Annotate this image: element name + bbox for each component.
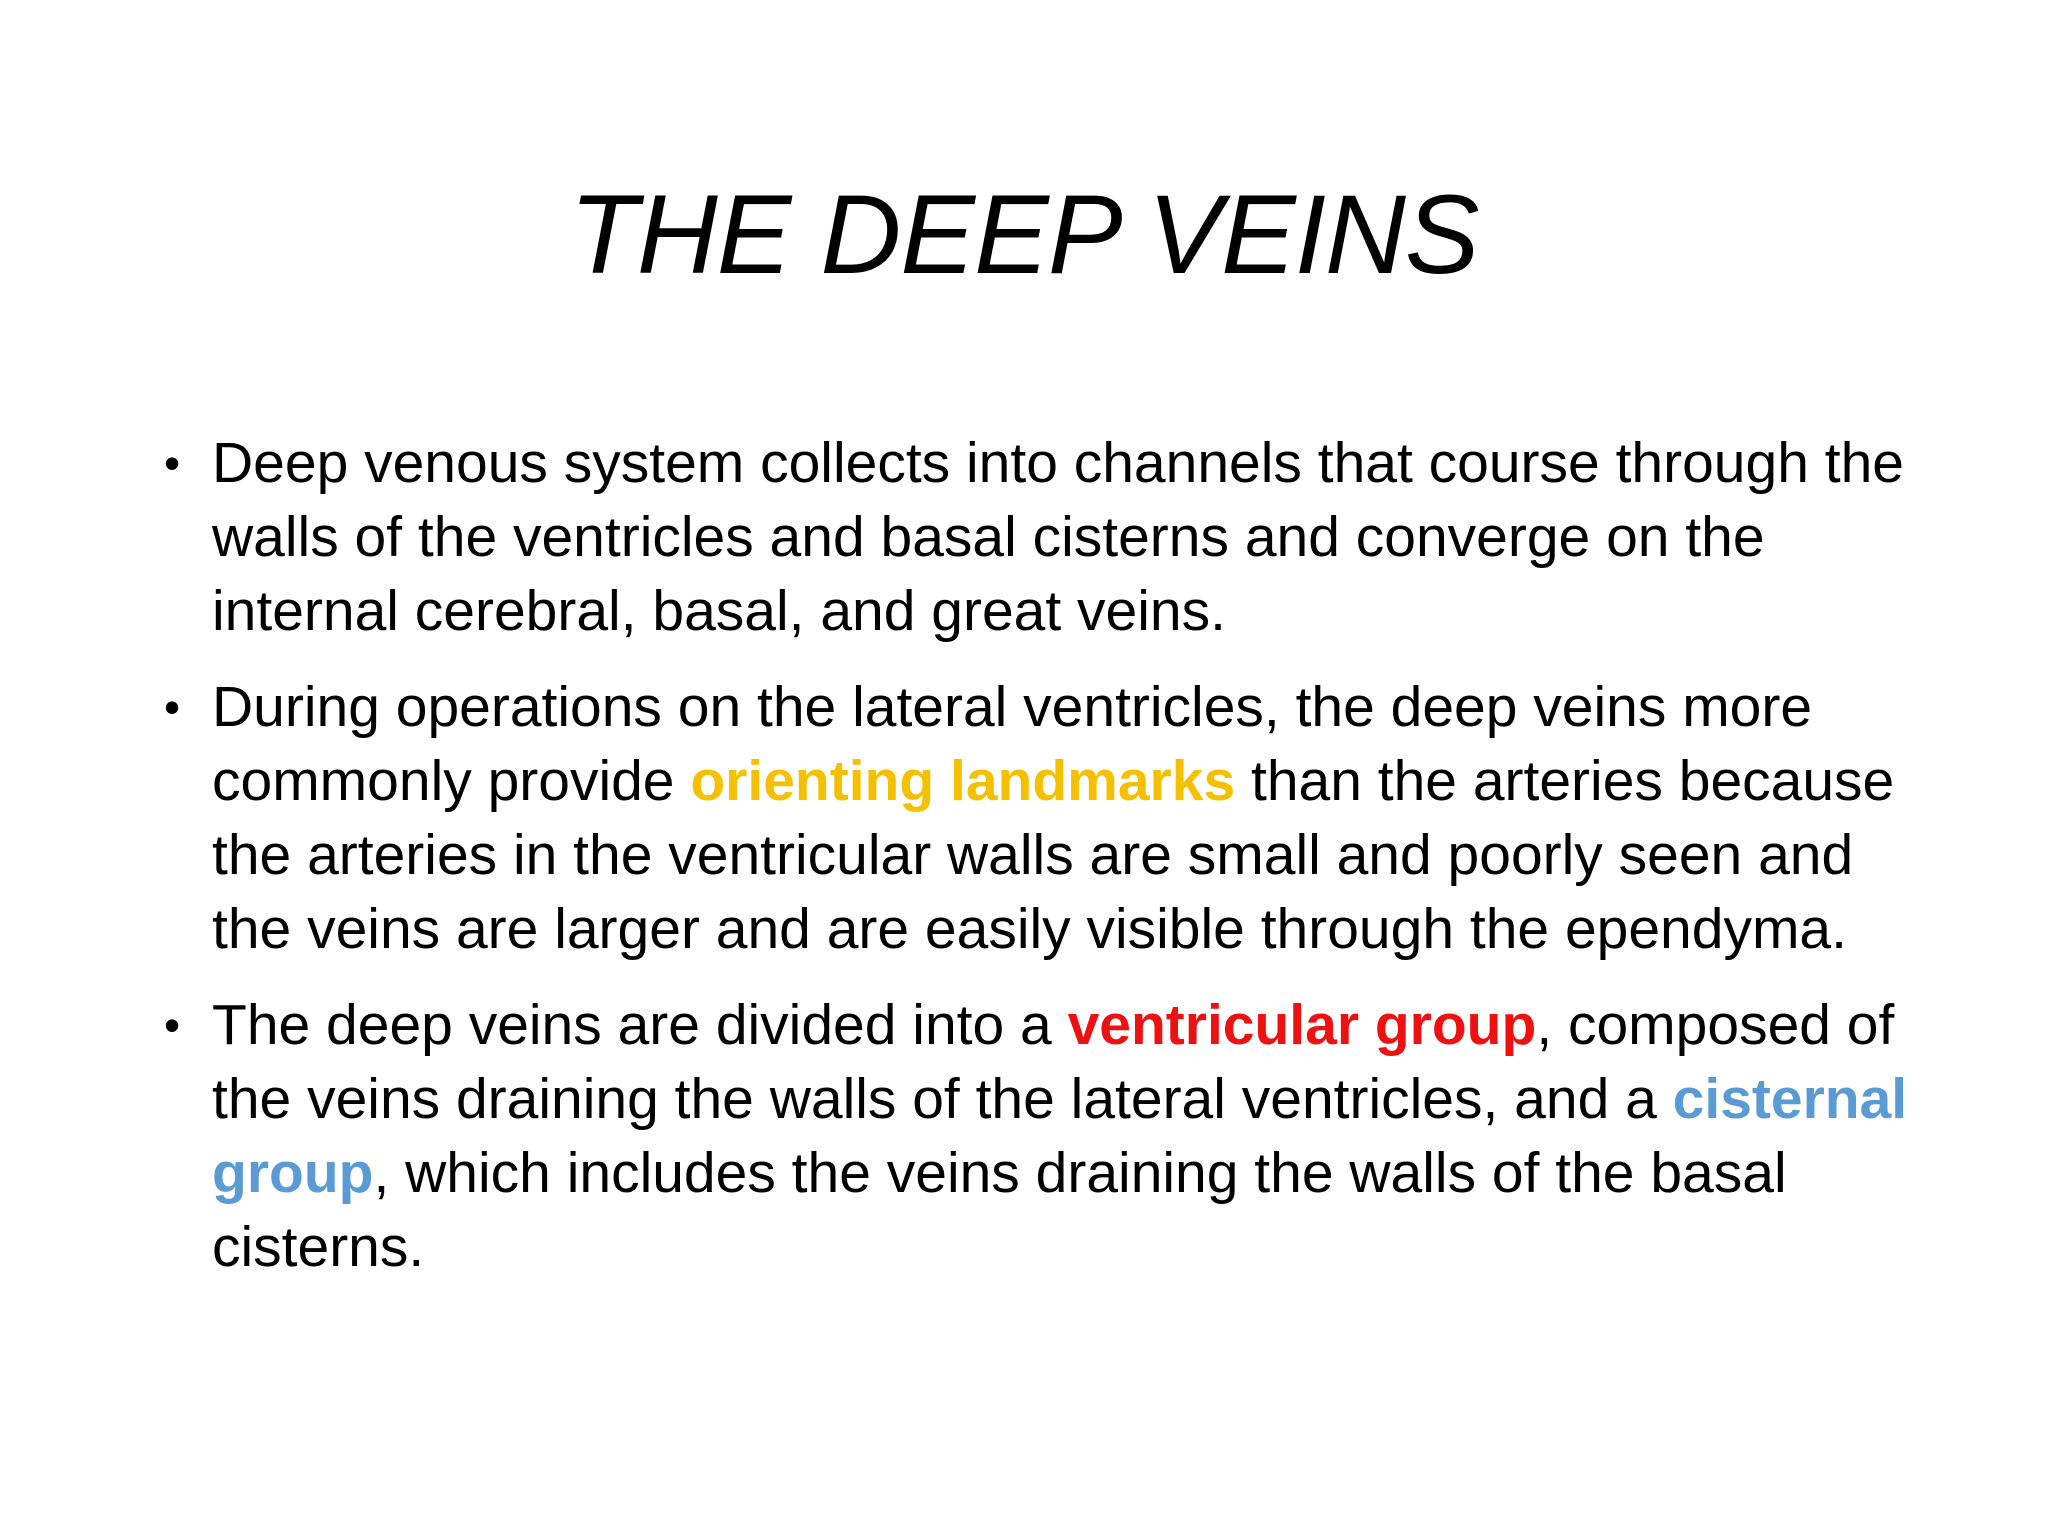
- bullet-3-text-middle: , composed of the veins draining the walls of the lateral ventricles, and a: [212, 993, 1895, 1131]
- highlight-ventricular-group: ventricular group: [1067, 993, 1537, 1057]
- bullet-dot-icon: •: [164, 437, 181, 489]
- bullet-2-text-before: During operations on the lateral ventricles, the deep veins more commonly provide: [212, 675, 1813, 813]
- bullet-2-text-after: than the arteries because the arteries in the ventricular walls are small and poorly seen and the veins are larger and are easily visible through the ependyma.: [212, 749, 1895, 961]
- bullet-item-2: [160, 670, 1920, 966]
- bullet-list: [160, 426, 1920, 1306]
- bullet-item-3: [160, 988, 1920, 1284]
- bullet-item-1: [160, 426, 1920, 648]
- bullet-3-text-before: The deep veins are divided into a: [212, 993, 1068, 1057]
- slide-title: THE DEEP VEINS: [569, 172, 1479, 297]
- bullet-1-text: Deep venous system collects into channels that course through the walls of the ventricles and basal cisterns and converge on the internal cerebral, basal, and great veins.: [212, 431, 1904, 643]
- bullet-dot-icon: •: [164, 681, 181, 733]
- bullet-dot-icon: •: [164, 999, 181, 1051]
- highlight-cisternal-group: cisternal group: [212, 1067, 1908, 1205]
- highlight-orienting-landmarks: orienting landmarks: [690, 749, 1236, 813]
- bullet-3-text-after: , which includes the veins draining the walls of the basal cisterns.: [212, 1141, 1787, 1279]
